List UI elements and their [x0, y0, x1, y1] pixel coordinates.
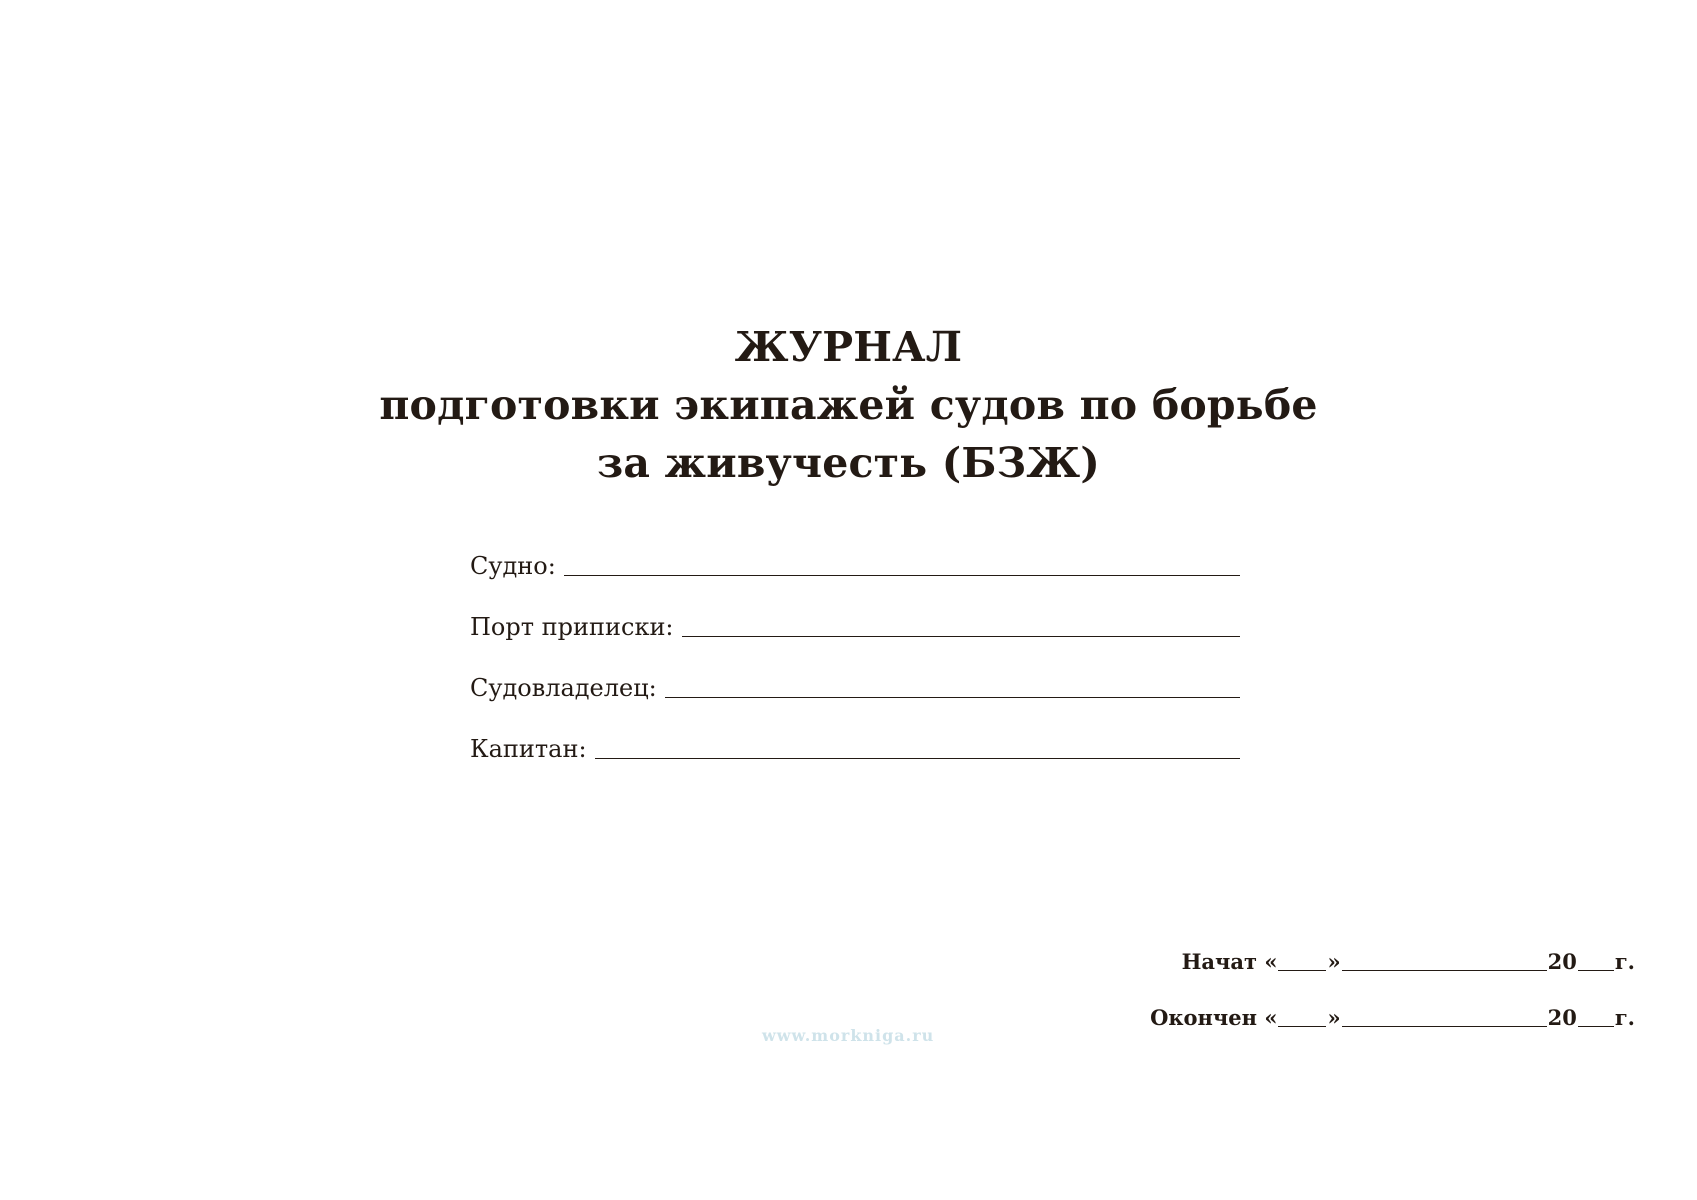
field-captain-label: Капитан:: [470, 735, 587, 763]
title-line-2: подготовки экипажей судов по борьбе: [379, 381, 1318, 429]
form-fields: [470, 540, 1240, 784]
date-finished-close-quote: »: [1327, 1005, 1341, 1030]
field-port: [470, 601, 1240, 641]
date-finished-label: Окончен: [1150, 1005, 1258, 1030]
field-owner: [470, 662, 1240, 702]
field-captain-blank: [595, 734, 1240, 759]
date-finished-month-blank: [1342, 1006, 1547, 1027]
date-started-year-blank: [1578, 950, 1614, 971]
title-line-1: ЖУРНАЛ: [734, 323, 963, 371]
field-vessel-label: Судно:: [470, 552, 556, 580]
date-started-day-blank: [1278, 950, 1326, 971]
date-started-open-quote: «: [1264, 949, 1278, 974]
title-line-3: за живучесть (БЗЖ): [597, 439, 1100, 487]
field-owner-blank: [665, 673, 1240, 698]
date-finished-suffix: г.: [1614, 1005, 1635, 1030]
date-started-month-blank: [1342, 950, 1547, 971]
field-port-label: Порт приписки:: [470, 613, 674, 641]
field-vessel-blank: [564, 551, 1240, 576]
date-started: [1150, 940, 1635, 974]
date-started-suffix: г.: [1614, 949, 1635, 974]
date-block: [1150, 940, 1635, 1052]
field-captain: [470, 723, 1240, 763]
date-finished-year-blank: [1578, 1006, 1614, 1027]
date-finished: [1150, 996, 1635, 1030]
field-owner-label: Судовладелец:: [470, 674, 657, 702]
date-finished-century: 20: [1547, 1005, 1577, 1030]
date-finished-open-quote: «: [1264, 1005, 1278, 1030]
watermark: www.morkniga.ru: [762, 1026, 935, 1045]
field-port-blank: [682, 612, 1240, 637]
date-finished-day-blank: [1278, 1006, 1326, 1027]
date-started-century: 20: [1547, 949, 1577, 974]
date-started-label: Начат: [1181, 949, 1258, 974]
date-started-close-quote: »: [1327, 949, 1341, 974]
document-title: [0, 318, 1697, 492]
field-vessel: [470, 540, 1240, 580]
